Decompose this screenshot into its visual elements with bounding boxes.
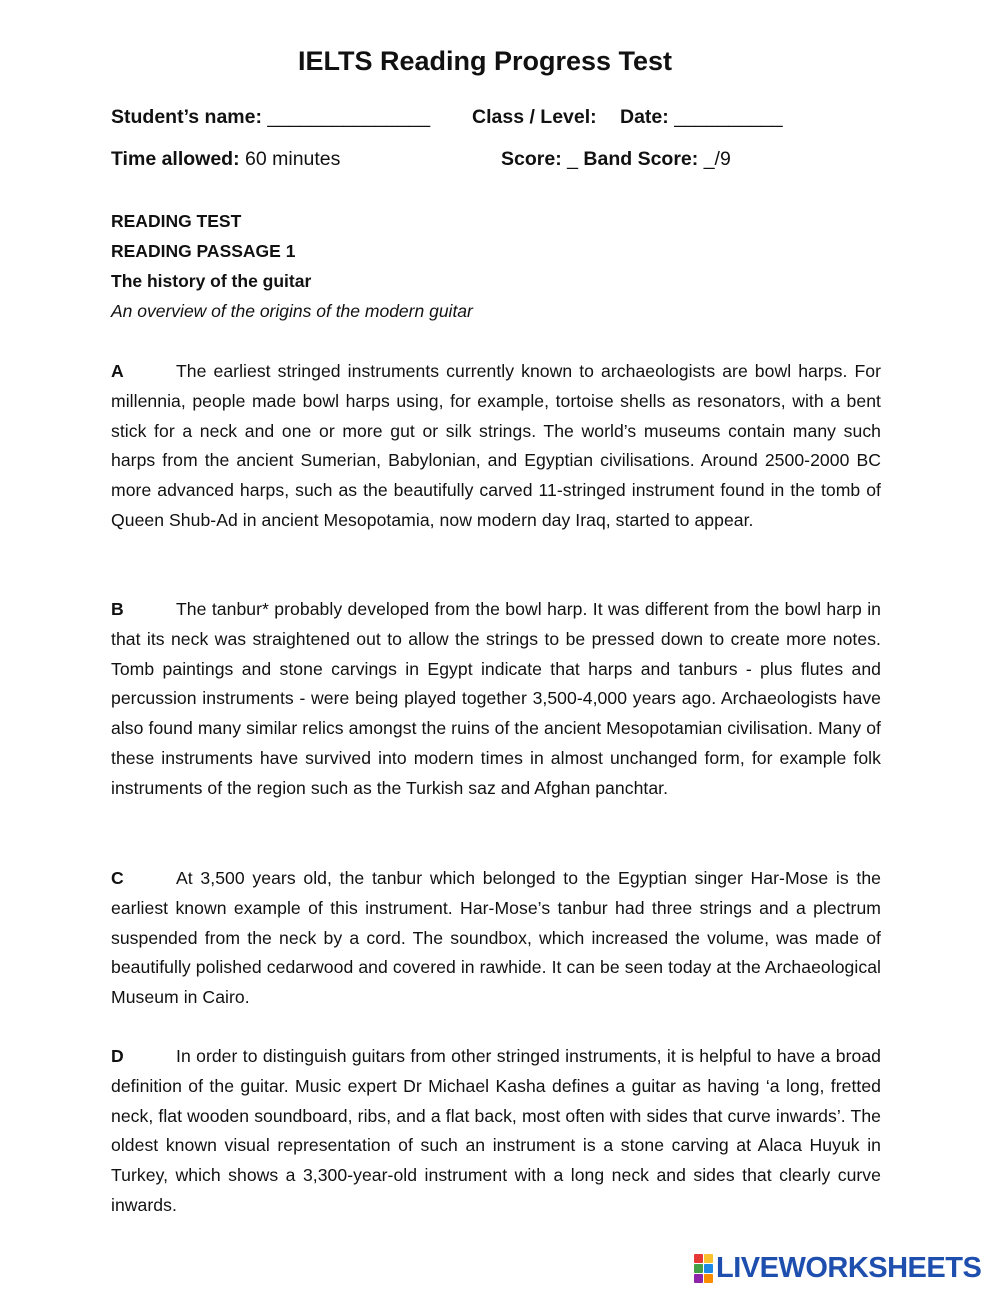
paragraph-letter: D xyxy=(111,1046,124,1066)
class-level-label: Class / Level: xyxy=(472,106,597,128)
reading-test-heading: READING TEST xyxy=(111,211,242,231)
passage-subtitle: An overview of the origins of the modern guitar xyxy=(111,301,473,321)
logo-tile xyxy=(694,1254,703,1263)
paragraph-letter: A xyxy=(111,361,124,381)
score-label: Score: xyxy=(501,148,562,170)
paragraph-text: In order to distinguish guitars from other stringed instruments, it is helpful to have a broad definition of the guitar. Music expert Dr Michael Kasha defines a guitar as having ‘a long, fretted neck, flat wooden soundboard, ribs, and a flat back, most often with sides that curve inwards’. The oldest known visual representation of such an instrument is a stone carving at Alaca Huyuk in Turkey, which shows a 3,300-year-old instrument with a long neck and sides that clearly curve inwards. xyxy=(111,1046,881,1215)
score-field[interactable]: _ xyxy=(567,148,578,170)
passage-heading: READING PASSAGE 1 xyxy=(111,241,296,261)
student-name-field[interactable]: _______________ xyxy=(267,106,431,128)
paragraph-letter: C xyxy=(111,868,124,888)
paragraph-text: At 3,500 years old, the tanbur which belonged to the Egyptian singer Har-Mose is the earliest known example of this instrument. Har-Mose’s tanbur had three strings and a plectrum suspended from the neck by a cord. The soundbox, which increased the volume, was made of beautifully polished cedarwood and covered in rawhide. It can be seen today at the Archaeological Museum in Cairo. xyxy=(111,868,881,1008)
student-name-row xyxy=(111,106,430,129)
paragraph-text: The earliest stringed instruments currently known to archaeologists are bowl harps. For millennia, people made bowl harps using, for example, tortoise shells as resonators, with a bent stick for a neck and one or more gut or silk strings. The world’s museums contain many such harps from the ancient Sumerian, Babylonian, and Egyptian civilisations. Around 2500-2000 BC more advanced harps, such as the beautifully carved 11-stringed instrument found in the tomb of Queen Shub-Ad in ancient Mesopotamia, now modern day Iraq, started to appear. xyxy=(111,361,881,530)
liveworksheets-logo[interactable] xyxy=(694,1252,994,1284)
passage-title: The history of the guitar xyxy=(111,271,312,291)
page-title: IELTS Reading Progress Test xyxy=(297,46,673,76)
paragraph-a xyxy=(111,357,881,536)
liveworksheets-brand: LIVEWORKSHEETS xyxy=(716,1252,982,1284)
logo-tile xyxy=(704,1274,713,1283)
paragraph-letter: B xyxy=(111,599,124,619)
logo-tile xyxy=(704,1254,713,1263)
time-allowed-label: Time allowed: xyxy=(111,148,240,170)
date-label: Date: xyxy=(620,106,669,128)
time-allowed-value: 60 minutes xyxy=(245,148,341,170)
student-name-label: Student’s name: xyxy=(111,106,262,128)
logo-tile xyxy=(694,1264,703,1273)
logo-tile xyxy=(694,1274,703,1283)
paragraph-text: The tanbur* probably developed from the bowl harp. It was different from the bowl harp in that its neck was straightened out to allow the strings to be pressed down to create more notes. Tomb paintings and stone carvings in Egypt indicate that harps and tanburs - plus flutes and percussion instruments - were being played together 3,500-4,000 years ago. Archaeologists have also found many similar relics amongst the ruins of the ancient Mesopotamian civilisation. Many of these instruments have survived into modern times in almost unchanged form, for example folk instruments of the region such as the Turkish saz and Afghan panchtar. xyxy=(111,599,881,798)
score-row xyxy=(501,148,731,171)
band-score-label: Band Score: xyxy=(583,148,699,170)
paragraph-c xyxy=(111,864,881,1013)
date-field[interactable]: __________ xyxy=(674,106,783,128)
liveworksheets-logo-icon xyxy=(694,1254,713,1283)
time-allowed-row xyxy=(111,148,340,171)
logo-tile xyxy=(704,1264,713,1273)
band-score-value: _/9 xyxy=(703,148,731,170)
paragraph-b xyxy=(111,595,881,804)
paragraph-d xyxy=(111,1042,881,1221)
class-level-row xyxy=(472,106,597,129)
date-row xyxy=(620,106,783,129)
